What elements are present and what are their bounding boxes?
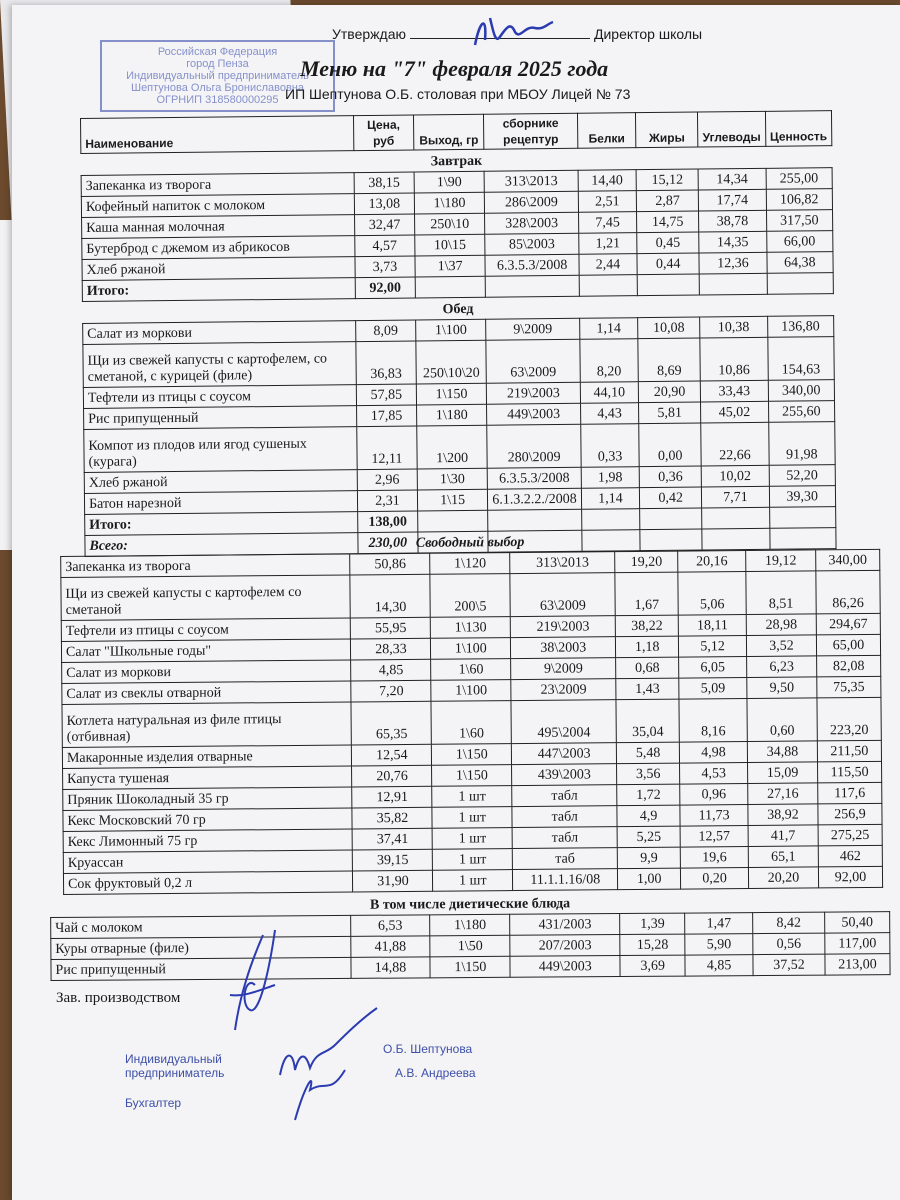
table-cell: 115,50	[817, 761, 881, 783]
dish-name: Салат "Школьные годы"	[61, 639, 351, 663]
table-cell: 11.1.1.16/08	[513, 869, 618, 891]
table-cell: 35,04	[616, 699, 679, 743]
table-cell: 50,40	[825, 912, 890, 933]
table-cell: 9\2009	[486, 318, 580, 340]
dish-name: Щи из свежей капусты с картофелем со сметаной	[61, 575, 351, 621]
table-cell: 8,09	[355, 320, 415, 342]
table-cell: 12,91	[352, 786, 432, 808]
dish-name: Чай с молоком	[51, 915, 351, 938]
table-cell: 1\60	[431, 701, 511, 745]
dish-name: Салат из моркови	[83, 321, 356, 345]
dish-name: Сок фруктовый 0,2 л	[63, 871, 353, 895]
table-cell: 33,43	[701, 380, 769, 402]
column-header: Выход, гр	[413, 114, 484, 150]
table-cell: 1,47	[685, 913, 753, 934]
table-cell: 328\2003	[485, 212, 579, 234]
table-cell: 1\120	[430, 553, 510, 575]
empty-cell	[769, 507, 836, 529]
table-cell: 44,10	[580, 382, 638, 404]
table-cell: табл	[512, 785, 617, 807]
table-cell: 4,85	[351, 659, 431, 681]
table-cell: 1 шт	[432, 807, 512, 829]
table-cell: 6,23	[747, 656, 817, 678]
table-cell: 19,12	[746, 550, 816, 572]
table-cell: 8,69	[638, 338, 701, 382]
section-title: Свободный выбор	[415, 534, 525, 551]
table-cell: 82,08	[817, 655, 881, 677]
table-cell: 1\100	[431, 680, 511, 702]
free-choice-table	[60, 528, 883, 895]
section-title: В том числе диетические блюда	[369, 896, 571, 913]
table-cell: 0,42	[639, 487, 701, 509]
table-cell: 1 шт	[432, 786, 512, 808]
dish-name: Куры отварные (филе)	[51, 936, 351, 959]
total-label: Всего:	[85, 533, 358, 557]
table-cell: 37,41	[353, 828, 433, 850]
stamp-line: Российская Федерация	[157, 46, 278, 58]
table-cell: 449\2003	[510, 956, 620, 978]
table-cell: 7,20	[351, 680, 431, 702]
table-cell: 4,43	[580, 403, 638, 425]
table-cell: 1\180	[414, 192, 484, 214]
table-cell: 1\150	[432, 744, 512, 766]
table-cell: 27,16	[748, 783, 818, 805]
table-cell: 7,45	[578, 212, 636, 234]
table-cell: 10\15	[415, 234, 485, 256]
table-cell: 213,00	[825, 954, 890, 975]
table-cell: 15,09	[748, 762, 818, 784]
table-cell: 317,50	[766, 210, 833, 232]
table-cell: 1,00	[618, 868, 681, 890]
empty-cell	[767, 273, 834, 295]
approve-label: Утверждаю	[332, 26, 406, 42]
table-cell: 75,35	[817, 676, 881, 698]
table-cell: 18,11	[678, 615, 746, 637]
dish-name: Кофейный напиток с молоком	[81, 194, 354, 218]
table-cell: табл	[512, 827, 617, 849]
stamp-line: ОГРНИП 318580000295	[156, 94, 279, 106]
table-cell: 1\180	[430, 914, 510, 936]
table-cell: 0,56	[753, 933, 825, 955]
table-cell: 223,20	[817, 697, 881, 741]
table-cell: 14,88	[350, 957, 430, 979]
table-cell: 1,14	[581, 488, 639, 510]
table-cell: 219\2003	[510, 616, 615, 638]
entrepreneur-signature-icon	[265, 1000, 385, 1125]
empty-cell	[702, 507, 770, 529]
table-cell: 32,47	[354, 214, 414, 236]
empty-cell	[637, 274, 699, 296]
table-cell: 1,67	[615, 572, 678, 616]
main-menu-table	[80, 110, 837, 557]
table-cell: 4,98	[679, 742, 747, 764]
table-cell: 255,60	[768, 401, 835, 423]
table-cell: 65,35	[351, 701, 431, 745]
table-cell: 55,95	[351, 617, 431, 639]
table-cell: 2,87	[636, 190, 698, 212]
dish-name: Тефтели из птицы с соусом	[61, 618, 351, 642]
table-cell: 0,20	[681, 868, 749, 890]
total-label: Итого:	[82, 278, 355, 302]
column-header: Наименование	[81, 116, 354, 154]
table-cell: 3,52	[746, 635, 816, 657]
stamp-line: Индивидуальный предприниматель	[126, 70, 309, 82]
stamp-line: город Пенза	[186, 58, 249, 70]
dish-name: Рис припущенный	[51, 957, 351, 980]
table-cell: 85\2003	[485, 233, 579, 255]
table-cell: 52,20	[769, 465, 836, 487]
dish-name: Круассан	[63, 850, 353, 874]
table-cell: 4,9	[617, 805, 680, 827]
table-cell: 1\150	[416, 383, 486, 405]
table-cell: 13,08	[354, 193, 414, 215]
table-cell: 5,06	[678, 572, 746, 616]
table-cell: 8,51	[746, 571, 816, 615]
table-cell: 14,75	[637, 211, 699, 233]
table-cell: 5,90	[685, 934, 753, 955]
table-cell: 1\30	[417, 468, 487, 490]
table-cell: 1\200	[417, 425, 488, 469]
table-row	[61, 570, 880, 620]
stamp-line: Шептунова Ольга Брониславовна	[130, 82, 304, 94]
table-cell: 280\2009	[487, 424, 581, 468]
director-label: Директор школы	[593, 26, 703, 42]
table-cell: 38,22	[615, 615, 678, 637]
table-cell: 4,53	[680, 763, 748, 785]
table-cell: 14,35	[699, 231, 767, 253]
dish-name: Кекс Лимонный 75 гр	[63, 829, 353, 853]
table-cell: 10,08	[638, 317, 700, 339]
table-cell: 1\150	[432, 765, 512, 787]
dish-name: Бутерброд с джемом из абрикосов	[82, 236, 355, 260]
table-cell: 15,28	[620, 934, 685, 955]
table-cell: 2,44	[579, 254, 637, 276]
table-cell: 340,00	[768, 380, 835, 402]
table-cell: 20,76	[352, 765, 432, 787]
column-header: Цена, руб	[353, 115, 414, 151]
table-cell: 28,98	[746, 614, 816, 636]
table-cell: 5,25	[617, 826, 680, 848]
table-cell: 0,45	[637, 232, 699, 254]
table-cell: 3,69	[620, 955, 685, 976]
table-cell: 5,81	[639, 402, 701, 424]
table-cell: 3,56	[617, 763, 680, 785]
table-cell: 19,20	[615, 551, 678, 573]
diet-table	[50, 890, 891, 981]
table-cell: таб	[513, 848, 618, 870]
dish-name: Кекс Московский 70 гр	[63, 808, 353, 832]
table-cell: 1 шт	[433, 870, 513, 892]
table-cell: 431/2003	[510, 914, 620, 936]
table-cell: 64,38	[766, 252, 833, 274]
table-cell: 65,00	[816, 634, 880, 656]
dish-name: Хлеб ржаной	[84, 470, 357, 494]
table-cell: 12,36	[699, 252, 767, 274]
table-cell: табл	[512, 806, 617, 828]
table-cell: 1\50	[430, 935, 510, 957]
entrepreneur-name: О.Б. Шептунова	[383, 1042, 473, 1056]
table-cell: 6.3.5.3/2008	[485, 254, 579, 276]
table-cell: 136,80	[767, 316, 834, 338]
empty-cell	[640, 508, 702, 530]
table-cell: 45,02	[701, 401, 769, 423]
table-cell: 439\2003	[512, 764, 617, 786]
accountant-name: А.В. Андреева	[395, 1066, 476, 1080]
table-cell: 9\2009	[511, 658, 616, 680]
empty-cell	[488, 509, 582, 531]
table-cell: 0,60	[747, 698, 817, 742]
table-cell: 17,74	[699, 189, 767, 211]
table-cell: 0,68	[616, 657, 679, 679]
empty-cell	[415, 276, 485, 298]
table-cell: 14,40	[578, 170, 636, 192]
table-cell: 219\2003	[487, 382, 581, 404]
table-cell: 38,15	[354, 172, 414, 194]
table-cell: 313\2013	[484, 170, 578, 192]
table-cell: 34,88	[747, 741, 817, 763]
table-cell: 12,11	[357, 426, 418, 470]
table-cell: 5,48	[617, 742, 680, 764]
dish-name: Пряник Шоколадный 35 гр	[63, 787, 353, 811]
production-label: Зав. производством	[56, 990, 181, 1006]
table-cell: 38,78	[699, 210, 767, 232]
table-cell: 23\2009	[511, 679, 616, 701]
column-header: Ценность	[765, 111, 832, 147]
table-cell: 1,39	[620, 913, 685, 934]
table-cell: 1,21	[579, 233, 637, 255]
table-cell: 66,00	[766, 231, 833, 253]
dish-name: Хлеб ржаной	[82, 257, 355, 281]
table-cell: 1\100	[431, 638, 511, 660]
table-cell: 5,12	[679, 636, 747, 658]
table-cell: 1\130	[431, 617, 511, 639]
table-cell: 38,92	[748, 804, 818, 826]
table-cell: 340,00	[816, 549, 880, 571]
table-cell: 1\37	[415, 255, 485, 277]
dish-name: Щи из свежей капусты с картофелем, со сметаной, с курицей (филе)	[83, 342, 356, 388]
table-cell: 6.3.5.3/2008	[487, 467, 581, 489]
table-cell: 4,85	[685, 955, 753, 976]
table-cell: 14,30	[350, 574, 430, 618]
table-cell: 1 шт	[433, 849, 513, 871]
table-cell: 1\15	[417, 489, 487, 511]
table-cell: 6,05	[679, 657, 747, 679]
table-cell: 1\180	[417, 404, 487, 426]
table-cell: 19,6	[680, 847, 748, 869]
table-cell: 1\60	[431, 659, 511, 681]
table-cell: 8,20	[580, 339, 639, 383]
table-cell: 250\10	[415, 213, 485, 235]
table-cell: 211,50	[817, 740, 881, 762]
table-cell: 3,73	[355, 256, 415, 278]
table-cell: 36,83	[356, 341, 417, 385]
table-cell: 63\2009	[486, 339, 580, 383]
table-cell: 10,86	[700, 337, 768, 381]
table-cell: 117,6	[818, 782, 882, 804]
table-cell: 154,63	[767, 337, 834, 381]
table-cell: 495\2004	[511, 700, 616, 744]
table-cell: 31,90	[353, 870, 433, 892]
table-cell: 37,52	[753, 954, 825, 976]
empty-cell	[581, 509, 639, 531]
column-header: Белки	[577, 113, 636, 149]
table-cell: 65,1	[748, 846, 818, 868]
table-cell: 15,12	[636, 169, 698, 191]
table-cell: 1\150	[430, 956, 510, 978]
column-header: сборнике рецептур	[484, 113, 578, 149]
table-cell: 39,15	[353, 849, 433, 871]
total-value: 230,00	[358, 532, 418, 554]
table-cell: 92,00	[818, 866, 882, 888]
total-value: 92,00	[355, 277, 415, 299]
table-cell: 255,00	[766, 168, 833, 190]
table-cell: 294,67	[816, 613, 880, 635]
table-cell: 10,02	[701, 465, 769, 487]
dish-name: Салат из свеклы отварной	[62, 681, 352, 705]
table-cell: 20,16	[678, 551, 746, 573]
empty-cell	[699, 273, 767, 295]
table-cell: 462	[818, 845, 882, 867]
table-cell: 256,9	[818, 803, 882, 825]
table-cell: 0,44	[637, 253, 699, 275]
table-cell: 1,43	[616, 678, 679, 700]
empty-cell	[485, 275, 579, 297]
table-cell: 447\2003	[512, 743, 617, 765]
table-cell: 1\90	[414, 171, 484, 193]
table-cell: 9,50	[747, 677, 817, 699]
table-row	[62, 697, 881, 747]
table-cell: 35,82	[352, 807, 432, 829]
table-cell: 1,98	[581, 467, 639, 489]
column-header: Жиры	[636, 112, 699, 148]
table-cell: 200\5	[430, 574, 510, 618]
table-cell: 63\2009	[510, 573, 615, 617]
table-cell: 41,7	[748, 825, 818, 847]
table-cell: 20,90	[638, 381, 700, 403]
table-cell: 8,42	[753, 912, 825, 934]
dish-name: Батон нарезной	[84, 491, 357, 515]
table-cell: 0,00	[639, 423, 702, 467]
table-cell: 12,54	[352, 744, 432, 766]
table-cell: 39,30	[769, 486, 836, 508]
table-cell: 2,96	[357, 469, 417, 491]
entrepreneur-label: Индивидуальный предприниматель	[125, 1052, 225, 1080]
table-cell: 6,53	[350, 915, 430, 937]
table-cell: 117,00	[825, 933, 890, 954]
column-header: Углеводы	[698, 111, 766, 147]
table-cell: 28,33	[351, 638, 431, 660]
table-cell: 22,66	[701, 422, 769, 466]
table-cell: 1 шт	[432, 828, 512, 850]
table-cell: 86,26	[816, 570, 880, 614]
table-cell: 17,85	[356, 405, 416, 427]
table-cell: 0,36	[639, 466, 701, 488]
table-cell: 9,9	[617, 847, 680, 869]
table-cell: 11,73	[680, 805, 748, 827]
page-subtitle: ИП Шептунова О.Б. столовая при МБОУ Лицей № 73	[285, 86, 631, 102]
table-cell: 8,16	[679, 699, 747, 743]
table-cell: 1,18	[616, 636, 679, 658]
director-signature-icon	[465, 10, 555, 55]
table-cell: 106,82	[766, 189, 833, 211]
empty-cell	[579, 275, 637, 297]
table-cell: 4,57	[355, 235, 415, 257]
table-cell: 2,51	[578, 191, 636, 213]
table-cell: 1\100	[416, 319, 486, 341]
dish-name: Макаронные изделия отварные	[62, 745, 352, 769]
dish-name: Каша манная молочная	[82, 215, 355, 239]
table-cell: 449\2003	[487, 403, 581, 425]
table-cell: 38\2003	[511, 637, 616, 659]
dish-name: Котлета натуральная из филе птицы (отбивная)	[62, 702, 352, 748]
table-cell: 2,31	[357, 490, 417, 512]
accountant-label: Бухгалтер	[125, 1096, 182, 1110]
table-cell: 10,38	[700, 316, 768, 338]
dish-name: Запеканка из творога	[81, 173, 354, 197]
dish-name: Запеканка из творога	[61, 554, 351, 578]
section-title: Завтрак	[430, 153, 483, 170]
table-cell: 12,57	[680, 826, 748, 848]
table-cell: 41,88	[350, 936, 430, 958]
table-cell: 313\2013	[510, 552, 615, 574]
table-cell: 14,34	[698, 168, 766, 190]
dish-name: Капуста тушеная	[63, 766, 353, 790]
table-cell: 275,25	[818, 824, 882, 846]
dish-name: Рис припущенный	[84, 406, 357, 430]
table-cell: 0,33	[581, 424, 640, 468]
dish-name: Салат из моркови	[62, 660, 352, 684]
dish-name: Тефтели из птицы с соусом	[83, 385, 356, 409]
page-title: Меню на "7" февраля 2025 года	[300, 56, 609, 81]
table-cell: 20,20	[748, 867, 818, 889]
section-title: Обед	[442, 301, 474, 318]
dish-name: Компот из плодов или ягод сушеных (курага)	[84, 427, 357, 473]
table-cell: 286\2009	[485, 191, 579, 213]
empty-cell	[418, 510, 488, 532]
table-cell: 250\10\20	[416, 340, 487, 384]
total-label: Итого:	[85, 512, 358, 536]
table-cell: 91,98	[768, 422, 835, 466]
table-cell: 7,71	[702, 486, 770, 508]
table-cell: 1,72	[617, 784, 680, 806]
table-cell: 207/2003	[510, 935, 620, 957]
table-cell: 5,09	[679, 678, 747, 700]
table-cell: 50,86	[350, 553, 430, 575]
table-cell: 6.1.3.2.2./2008	[488, 488, 582, 510]
table-cell: 57,85	[356, 384, 416, 406]
table-cell: 1,14	[579, 318, 637, 340]
table-cell: 0,96	[680, 784, 748, 806]
total-value: 138,00	[357, 511, 417, 533]
